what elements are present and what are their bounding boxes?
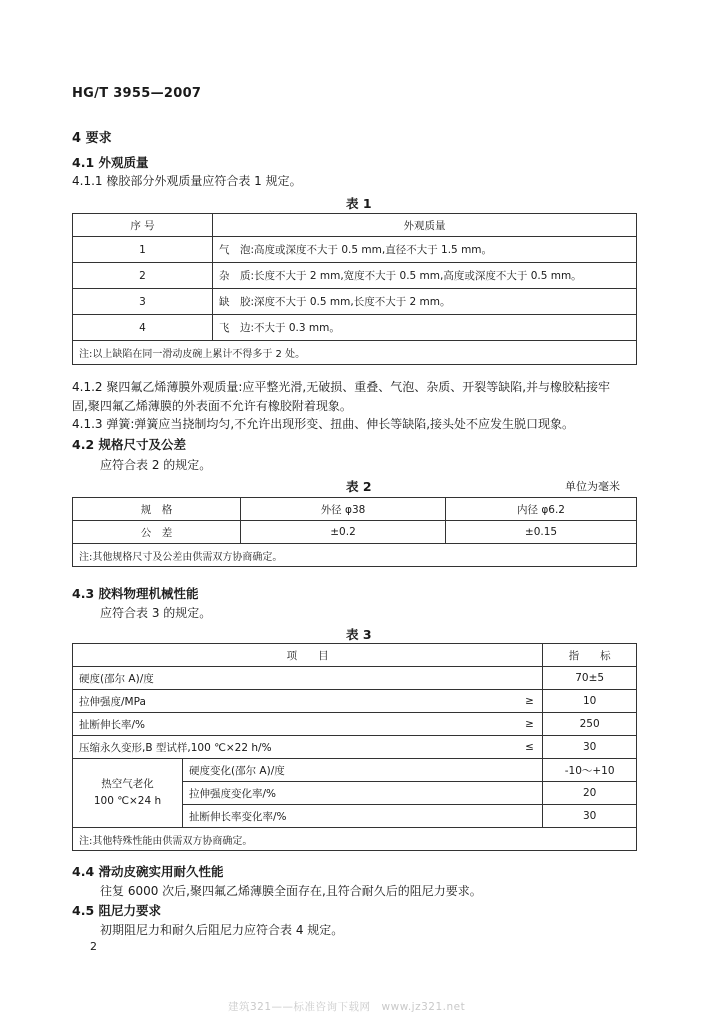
table-2 [72,497,637,567]
section-4-3-text: 应符合表 3 的规定。 [100,606,212,620]
table-header-cell: 规 格 [73,498,241,521]
section-4-2-title: 4.2 规格尺寸及公差 [72,437,186,452]
table-cell: 杂 质:长度不大于 2 mm,宽度不大于 0.5 mm,高度或深度不大于 0.5 mm。 [213,263,637,289]
section-4-2-text: 应符合表 2 的规定。 [100,458,212,472]
table-row [73,713,637,736]
table-row [73,690,637,713]
table-cell: 硬度变化(邵尔 A)/度 [183,759,543,782]
table-row [73,289,637,315]
table-cell-symbol: ≤ [517,736,543,759]
standard-code: HG/T 3955—2007 [72,86,202,101]
table-2-title: 表 2 [346,479,372,494]
table-cell: 30 [543,736,637,759]
table-3 [72,643,637,851]
table-note: 注:其他规格尺寸及公差由供需双方协商确定。 [73,544,637,567]
watermark-text: 建筑321——标准咨询下载网 www.jz321.net [228,1001,466,1013]
table-cell-symbol [517,667,543,690]
section-4-4-title: 4.4 滑动皮碗实用耐久性能 [72,864,224,879]
table-header-cell: 项 目 [73,644,543,667]
section-4-5-title: 4.5 阻尼力要求 [72,903,161,918]
table-row [73,667,637,690]
table-1-title: 表 1 [346,196,372,211]
table-2-unit: 单位为毫米 [565,480,620,493]
table-row [73,315,637,341]
table-header-cell: 内径 φ6.2 [446,498,637,521]
table-cell: 30 [543,805,637,828]
table-note: 注:其他特殊性能由供需双方协商确定。 [73,828,637,851]
table-row [73,644,637,667]
table-cell: 气 泡:高度或深度不大于 0.5 mm,直径不大于 1.5 mm。 [213,237,637,263]
table-cell: 4 [73,315,213,341]
section-4-1-2-line-2: 固,聚四氟乙烯薄膜的外表面不允许有橡胶附着现象。 [72,399,352,413]
table-3-title: 表 3 [346,627,372,642]
table-cell: 缺 胶:深度不大于 0.5 mm,长度不大于 2 mm。 [213,289,637,315]
section-4-title: 4 要求 [72,131,112,146]
table-cell-symbol: ≥ [517,713,543,736]
table-cell: 扯断伸长率/% [73,713,517,736]
table-row [73,498,637,521]
table-cell: ±0.15 [446,521,637,544]
table-cell: 10 [543,690,637,713]
table-cell: ±0.2 [241,521,446,544]
aging-group-line-1: 热空气老化 [101,778,154,790]
section-4-1-3-text: 4.1.3 弹簧:弹簧应当挠制均匀,不允许出现形变、扭曲、伸长等缺陷,接头处不应发生脱口现象。 [72,417,575,431]
table-cell: 20 [543,782,637,805]
table-cell: 250 [543,713,637,736]
table-1 [72,213,637,365]
table-row [73,263,637,289]
page-number: 2 [90,940,97,953]
section-4-4-text: 往复 6000 次后,聚四氟乙烯薄膜全面存在,且符合耐久后的阻尼力要求。 [100,884,482,898]
aging-group-line-2: 100 ℃×24 h [93,795,162,807]
table-note: 注:以上缺陷在同一滑动皮碗上累计不得多于 2 处。 [73,341,637,365]
table-cell: 硬度(邵尔 A)/度 [73,667,517,690]
table-row [73,759,637,782]
aging-group-cell [73,759,183,828]
section-4-1-1-text: 4.1.1 橡胶部分外观质量应符合表 1 规定。 [72,174,302,188]
table-row [73,736,637,759]
table-cell-symbol: ≥ [517,690,543,713]
section-4-1-title: 4.1 外观质量 [72,155,149,170]
table-row [73,237,637,263]
table-cell: 3 [73,289,213,315]
table-cell: 扯断伸长率变化率/% [183,805,543,828]
section-4-1-2-line-1: 4.1.2 聚四氟乙烯薄膜外观质量:应平整光滑,无破损、重叠、气泡、杂质、开裂等缺陷,并与橡胶粘接牢 [72,380,611,394]
table-row [73,341,637,365]
table-cell: 1 [73,237,213,263]
table-cell: 拉伸强度变化率/% [183,782,543,805]
section-4-5-text: 初期阻尼力和耐久后阻尼力应符合表 4 规定。 [100,923,344,937]
table-row [73,214,637,237]
table-header-cell: 外径 φ38 [241,498,446,521]
table-row [73,521,637,544]
table-cell: -10～+10 [543,759,637,782]
table-cell: 压缩永久变形,B 型试样,100 ℃×22 h/% [73,736,517,759]
table-header-cell: 指 标 [543,644,637,667]
section-4-3-title: 4.3 胶料物理机械性能 [72,586,199,601]
table-header-cell: 序 号 [73,214,213,237]
table-row [73,544,637,567]
table-header-cell: 外观质量 [213,214,637,237]
table-row [73,828,637,851]
table-cell: 飞 边:不大于 0.3 mm。 [213,315,637,341]
table-cell: 70±5 [543,667,637,690]
table-cell: 拉伸强度/MPa [73,690,517,713]
table-cell: 公 差 [73,521,241,544]
table-cell: 2 [73,263,213,289]
